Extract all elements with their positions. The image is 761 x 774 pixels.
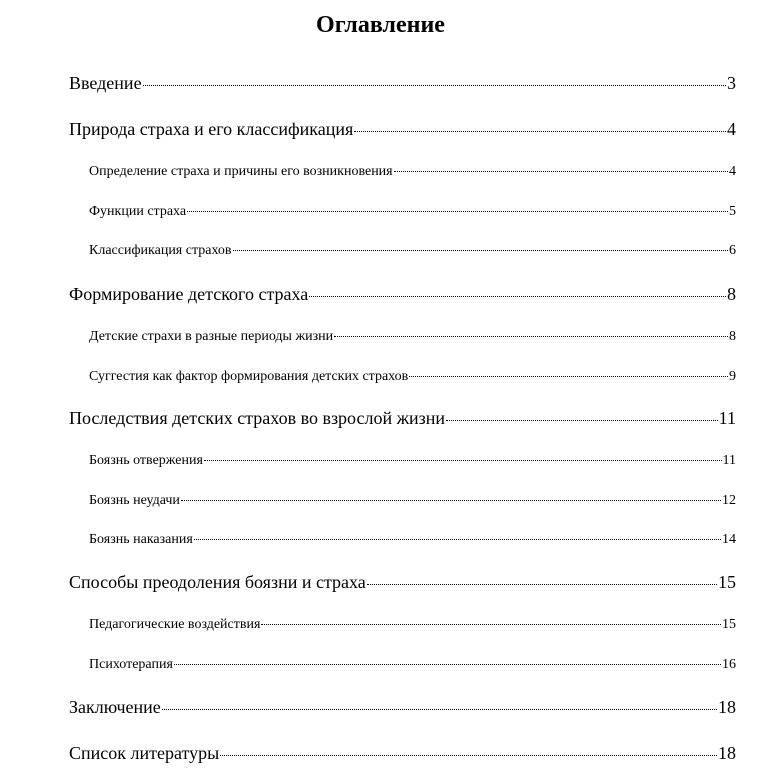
- toc-subentry[interactable]: [89, 492, 736, 510]
- toc-leader-dots: [181, 500, 721, 501]
- toc-entry-page: 3: [727, 73, 736, 93]
- toc-leader-dots: [204, 460, 722, 461]
- toc-entry-page: 4: [729, 164, 736, 179]
- toc-leader-dots: [194, 539, 721, 540]
- toc-entry[interactable]: [69, 407, 736, 429]
- toc-entry[interactable]: [69, 742, 736, 764]
- toc-entry-title: Боязнь неудачи: [89, 493, 180, 508]
- toc-subentry[interactable]: [89, 242, 736, 260]
- toc-entry-page: 6: [729, 243, 736, 258]
- toc-entry-page: 12: [722, 493, 736, 508]
- toc-leader-dots: [446, 420, 718, 421]
- toc-leader-dots: [233, 250, 728, 251]
- toc-entry-title: Определение страха и причины его возникновения: [89, 164, 393, 179]
- toc-entry-title: Психотерапия: [89, 657, 173, 672]
- toc-entry-title: Суггестия как фактор формирования детских страхов: [89, 369, 409, 384]
- toc-leader-dots: [174, 664, 721, 665]
- toc-entry-page: 8: [729, 329, 736, 344]
- toc-leader-dots: [354, 131, 726, 132]
- toc-leader-dots: [220, 755, 717, 756]
- toc-subentry[interactable]: [89, 531, 736, 549]
- toc-leader-dots: [367, 584, 717, 585]
- page-title: Оглавление: [316, 12, 445, 38]
- toc-entry-title: Классификация страхов: [89, 243, 232, 258]
- toc-entry-title: Детские страхи в разные периоды жизни: [89, 329, 334, 344]
- toc-leader-dots: [261, 624, 721, 625]
- toc-leader-dots: [162, 709, 717, 710]
- toc-entry-page: 16: [722, 657, 736, 672]
- toc-entry-title: Функции страха: [89, 204, 187, 219]
- toc-entry-page: 18: [718, 697, 736, 717]
- toc-subentry[interactable]: [89, 368, 736, 386]
- toc-subentry[interactable]: [89, 616, 736, 634]
- toc-leader-dots: [409, 376, 728, 377]
- toc-entry-page: 15: [722, 617, 736, 632]
- toc-entry-page: 8: [727, 284, 736, 304]
- toc-leader-dots: [143, 85, 726, 86]
- toc-entry[interactable]: [69, 571, 736, 593]
- toc-entry[interactable]: [69, 118, 736, 140]
- toc-entry-title: Заключение: [69, 697, 161, 717]
- toc-entry[interactable]: [69, 696, 736, 718]
- toc-entry-page: 18: [718, 743, 736, 763]
- toc-subentry[interactable]: [89, 203, 736, 221]
- toc-entry-page: 11: [722, 453, 736, 468]
- toc-leader-dots: [394, 171, 728, 172]
- toc-entry[interactable]: [69, 72, 736, 94]
- toc-entry-title: Формирование детского страха: [69, 284, 309, 304]
- toc-entry-title: Боязнь наказания: [89, 532, 193, 547]
- toc-leader-dots: [334, 336, 728, 337]
- toc-entry-page: 11: [718, 408, 736, 428]
- toc-subentry[interactable]: [89, 328, 736, 346]
- toc-entry[interactable]: [69, 283, 736, 305]
- toc-entry-title: Последствия детских страхов во взрослой жизни: [69, 408, 446, 428]
- toc-leader-dots: [187, 211, 728, 212]
- toc-subentry[interactable]: [89, 452, 736, 470]
- toc-entry-page: 5: [729, 204, 736, 219]
- toc-entry-title: Список литературы: [69, 743, 220, 763]
- toc-leader-dots: [309, 296, 726, 297]
- toc-entry-title: Педагогические воздействия: [89, 617, 261, 632]
- toc-entry-title: Способы преодоления боязни и страха: [69, 572, 366, 592]
- toc-entry-page: 9: [729, 369, 736, 384]
- toc-subentry[interactable]: [89, 163, 736, 181]
- toc-entry-page: 14: [722, 532, 736, 547]
- toc-entry-page: 15: [718, 572, 736, 592]
- toc-entry-title: Боязнь отвержения: [89, 453, 203, 468]
- toc-subentry[interactable]: [89, 656, 736, 674]
- toc-entry-page: 4: [727, 119, 736, 139]
- toc-entry-title: Введение: [69, 73, 142, 93]
- toc-entry-title: Природа страха и его классификация: [69, 119, 354, 139]
